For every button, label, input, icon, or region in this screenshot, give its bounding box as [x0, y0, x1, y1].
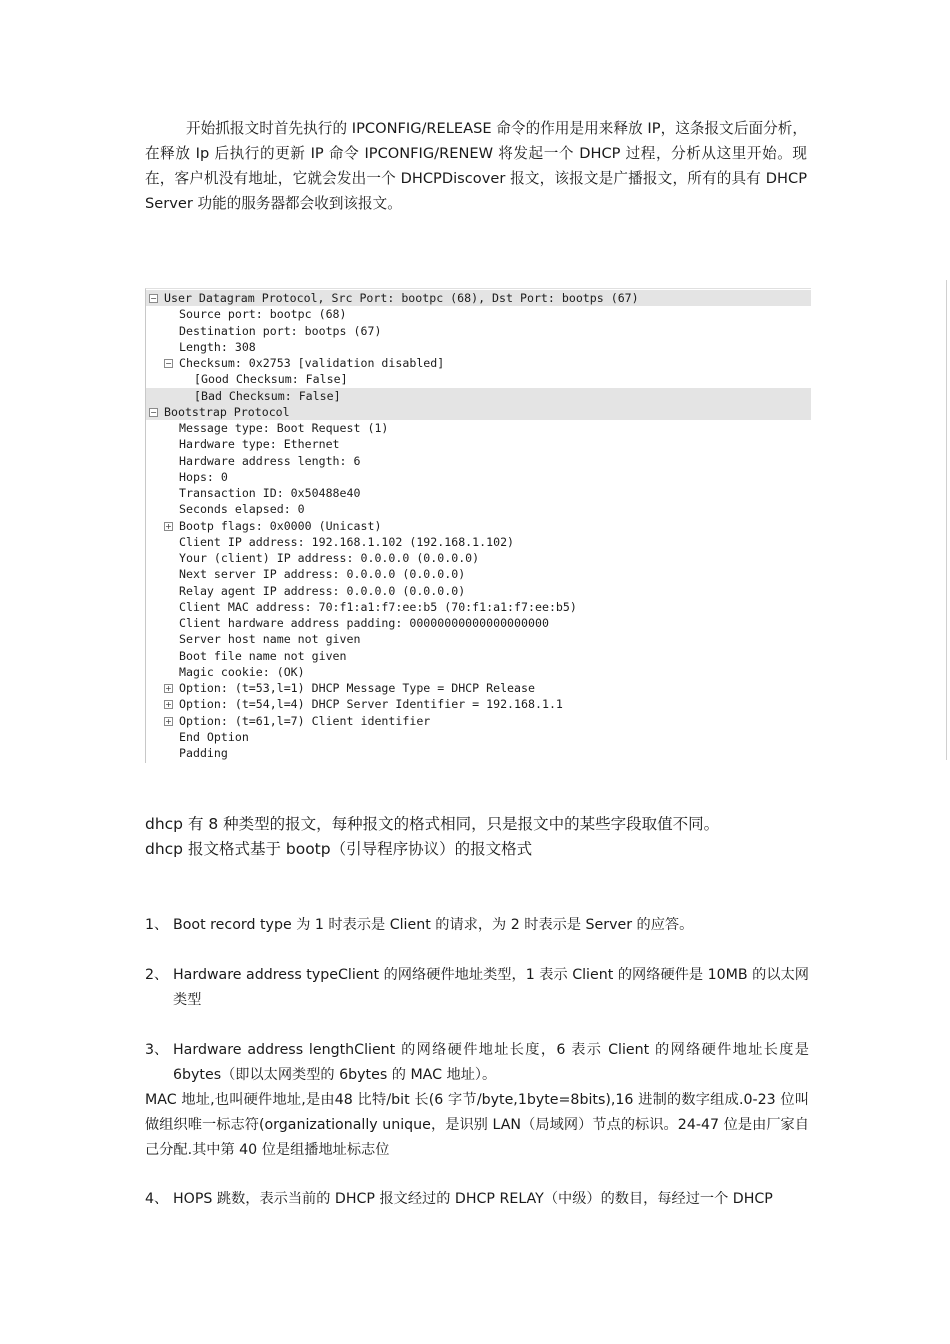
mac-address-paragraph: MAC 地址,也叫硬件地址,是由48 比特/bit 长(6 字节/byte,1byte=8bits),16 进制的数字组成.0-23 位叫做组织唯一标志符(organizationally unique，是识别 LAN（局域网）节点的标识。24-47 位是由厂家自己分配.其中第 40 位是组播地址标志位 — [145, 1092, 809, 1158]
expand-icon[interactable]: + — [165, 521, 172, 531]
capture-line — [146, 550, 811, 566]
capture-line-text: Option: (t=61,l=7) Client identifier — [179, 713, 431, 728]
list-item-1 — [145, 913, 809, 938]
capture-line[interactable] — [146, 696, 811, 712]
list-item-number: 4、 — [145, 1191, 169, 1207]
capture-line-text: Bootp flags: 0x0000 (Unicast) — [179, 518, 382, 533]
capture-line — [146, 631, 811, 647]
capture-line-text: Client MAC address: 70:f1:a1:f7:ee:b5 (70:f1:a1:f7:ee:b5) — [179, 599, 577, 614]
capture-line — [146, 306, 811, 322]
capture-line-text: Option: (t=53,l=1) DHCP Message Type = DHCP Release — [179, 681, 535, 695]
capture-line[interactable] — [146, 290, 811, 306]
capture-line-text: Padding — [179, 746, 228, 760]
capture-line[interactable] — [146, 518, 811, 534]
capture-line[interactable] — [146, 713, 811, 729]
capture-line — [146, 501, 811, 517]
list-item-text: Hardware address lengthClient 的网络硬件地址长度，6 表示 Client 的网络硬件地址长度是 6bytes（即以太网类型的 6bytes 的 MAC 地址）。 — [173, 1042, 809, 1083]
collapse-icon[interactable]: − — [150, 407, 157, 417]
intro-paragraph: 开始抓报文时首先执行的 IPCONFIG/RELEASE 命令的作用是用来释放 IP，这条报文后面分析，在释放 Ip 后执行的更新 IP 命令 IPCONFIG/RENEW 将发起一个 DHCP 过程，分析从这里开始。现在，客户机没有地址，它就会发出一个 DHCPDiscover 报文，该报文是广播报文，所有的具有 DHCP Server 功能的服务器都会收到该报文。 — [145, 120, 807, 212]
capture-line-text: Next server IP address: 0.0.0.0 (0.0.0.0) — [179, 567, 466, 582]
capture-line[interactable] — [146, 355, 811, 371]
capture-line-text: Transaction ID: 0x50488e40 — [179, 486, 361, 500]
capture-line-text: Magic cookie: (OK) — [179, 664, 305, 679]
capture-line — [146, 485, 811, 501]
list-item-text: Boot record type 为 1 时表示是 Client 的请求，为 2 时表示是 Server 的应答。 — [173, 917, 694, 933]
packet-capture-screenshot — [145, 288, 811, 763]
capture-line-text: Hardware address length: 6 — [179, 453, 361, 468]
capture-line-text: Server host name not given — [179, 632, 361, 647]
capture-line-text: Source port: bootpc (68) — [179, 307, 347, 322]
expand-icon[interactable]: + — [165, 716, 172, 726]
list-item-3 — [145, 1038, 809, 1088]
dhcp-format-line-2: dhcp 报文格式基于 bootp（引导程序协议）的报文格式 — [145, 840, 533, 858]
capture-line-text: End Option — [179, 729, 249, 744]
capture-line-text: Destination port: bootps (67) — [179, 323, 382, 338]
capture-line — [146, 339, 811, 355]
list-item-text: Hardware address typeClient 的网络硬件地址类型，1 表示 Client 的网络硬件是 10MB 的以太网类型 — [173, 967, 809, 1008]
capture-line — [146, 469, 811, 485]
capture-line — [146, 388, 811, 404]
capture-line — [146, 729, 811, 745]
capture-line — [146, 534, 811, 550]
capture-line-text: Your (client) IP address: 0.0.0.0 (0.0.0.0) — [179, 551, 480, 565]
collapse-icon[interactable]: − — [150, 294, 157, 303]
capture-line-text: Client hardware address padding: 00000000000000000000 — [179, 616, 549, 630]
capture-line — [146, 615, 811, 631]
capture-line-text: Hardware type: Ethernet — [179, 437, 340, 452]
list-item-text: HOPS 跳数，表示当前的 DHCP 报文经过的 DHCP RELAY（中级）的数目，每经过一个 DHCP — [173, 1191, 773, 1207]
expand-icon[interactable]: + — [165, 700, 172, 710]
capture-line — [146, 323, 811, 339]
list-item-number: 3、 — [145, 1042, 169, 1058]
capture-line-text: Boot file name not given — [179, 648, 347, 663]
dhcp-format-paragraph — [145, 812, 815, 862]
page-edge-rule — [946, 280, 947, 760]
capture-line-text: Client IP address: 192.168.1.102 (192.168.1.102) — [179, 534, 515, 549]
capture-line-text: Message type: Boot Request (1) — [179, 421, 389, 435]
capture-line[interactable] — [146, 680, 811, 696]
capture-line — [146, 371, 811, 387]
capture-line — [146, 648, 811, 664]
capture-line-text: Hops: 0 — [179, 469, 228, 484]
list-item-4 — [145, 1187, 809, 1212]
capture-line — [146, 436, 811, 452]
capture-line-text: Seconds elapsed: 0 — [179, 502, 305, 517]
capture-line-text: Option: (t=54,l=4) DHCP Server Identifier = 192.168.1.1 — [179, 697, 563, 712]
capture-line — [146, 745, 811, 761]
list-item-number: 1、 — [145, 917, 169, 933]
capture-line-text: Bootstrap Protocol — [164, 404, 290, 419]
capture-line — [146, 420, 811, 436]
capture-line-text: [Good Checksum: False] — [194, 372, 348, 387]
capture-line-text: Checksum: 0x2753 [validation disabled] — [179, 356, 445, 370]
capture-line — [146, 566, 811, 582]
collapse-icon[interactable]: − — [165, 359, 172, 368]
capture-line — [146, 599, 811, 615]
capture-line-text: [Bad Checksum: False] — [194, 388, 341, 403]
capture-line-text: Relay agent IP address: 0.0.0.0 (0.0.0.0) — [179, 583, 466, 598]
capture-line — [146, 583, 811, 599]
dhcp-format-line-1: dhcp 有 8 种类型的报文，每种报文的格式相同，只是报文中的某些字段取值不同。 — [145, 815, 720, 833]
capture-line — [146, 664, 811, 680]
capture-line-text: Length: 308 — [179, 339, 256, 354]
list-item-2 — [145, 963, 809, 1013]
expand-icon[interactable]: + — [165, 684, 172, 693]
capture-line[interactable] — [146, 404, 811, 420]
capture-line — [146, 453, 811, 469]
list-item-number: 2、 — [145, 967, 169, 983]
capture-line-text: User Datagram Protocol, Src Port: bootpc (68), Dst Port: bootps (67) — [164, 291, 639, 305]
